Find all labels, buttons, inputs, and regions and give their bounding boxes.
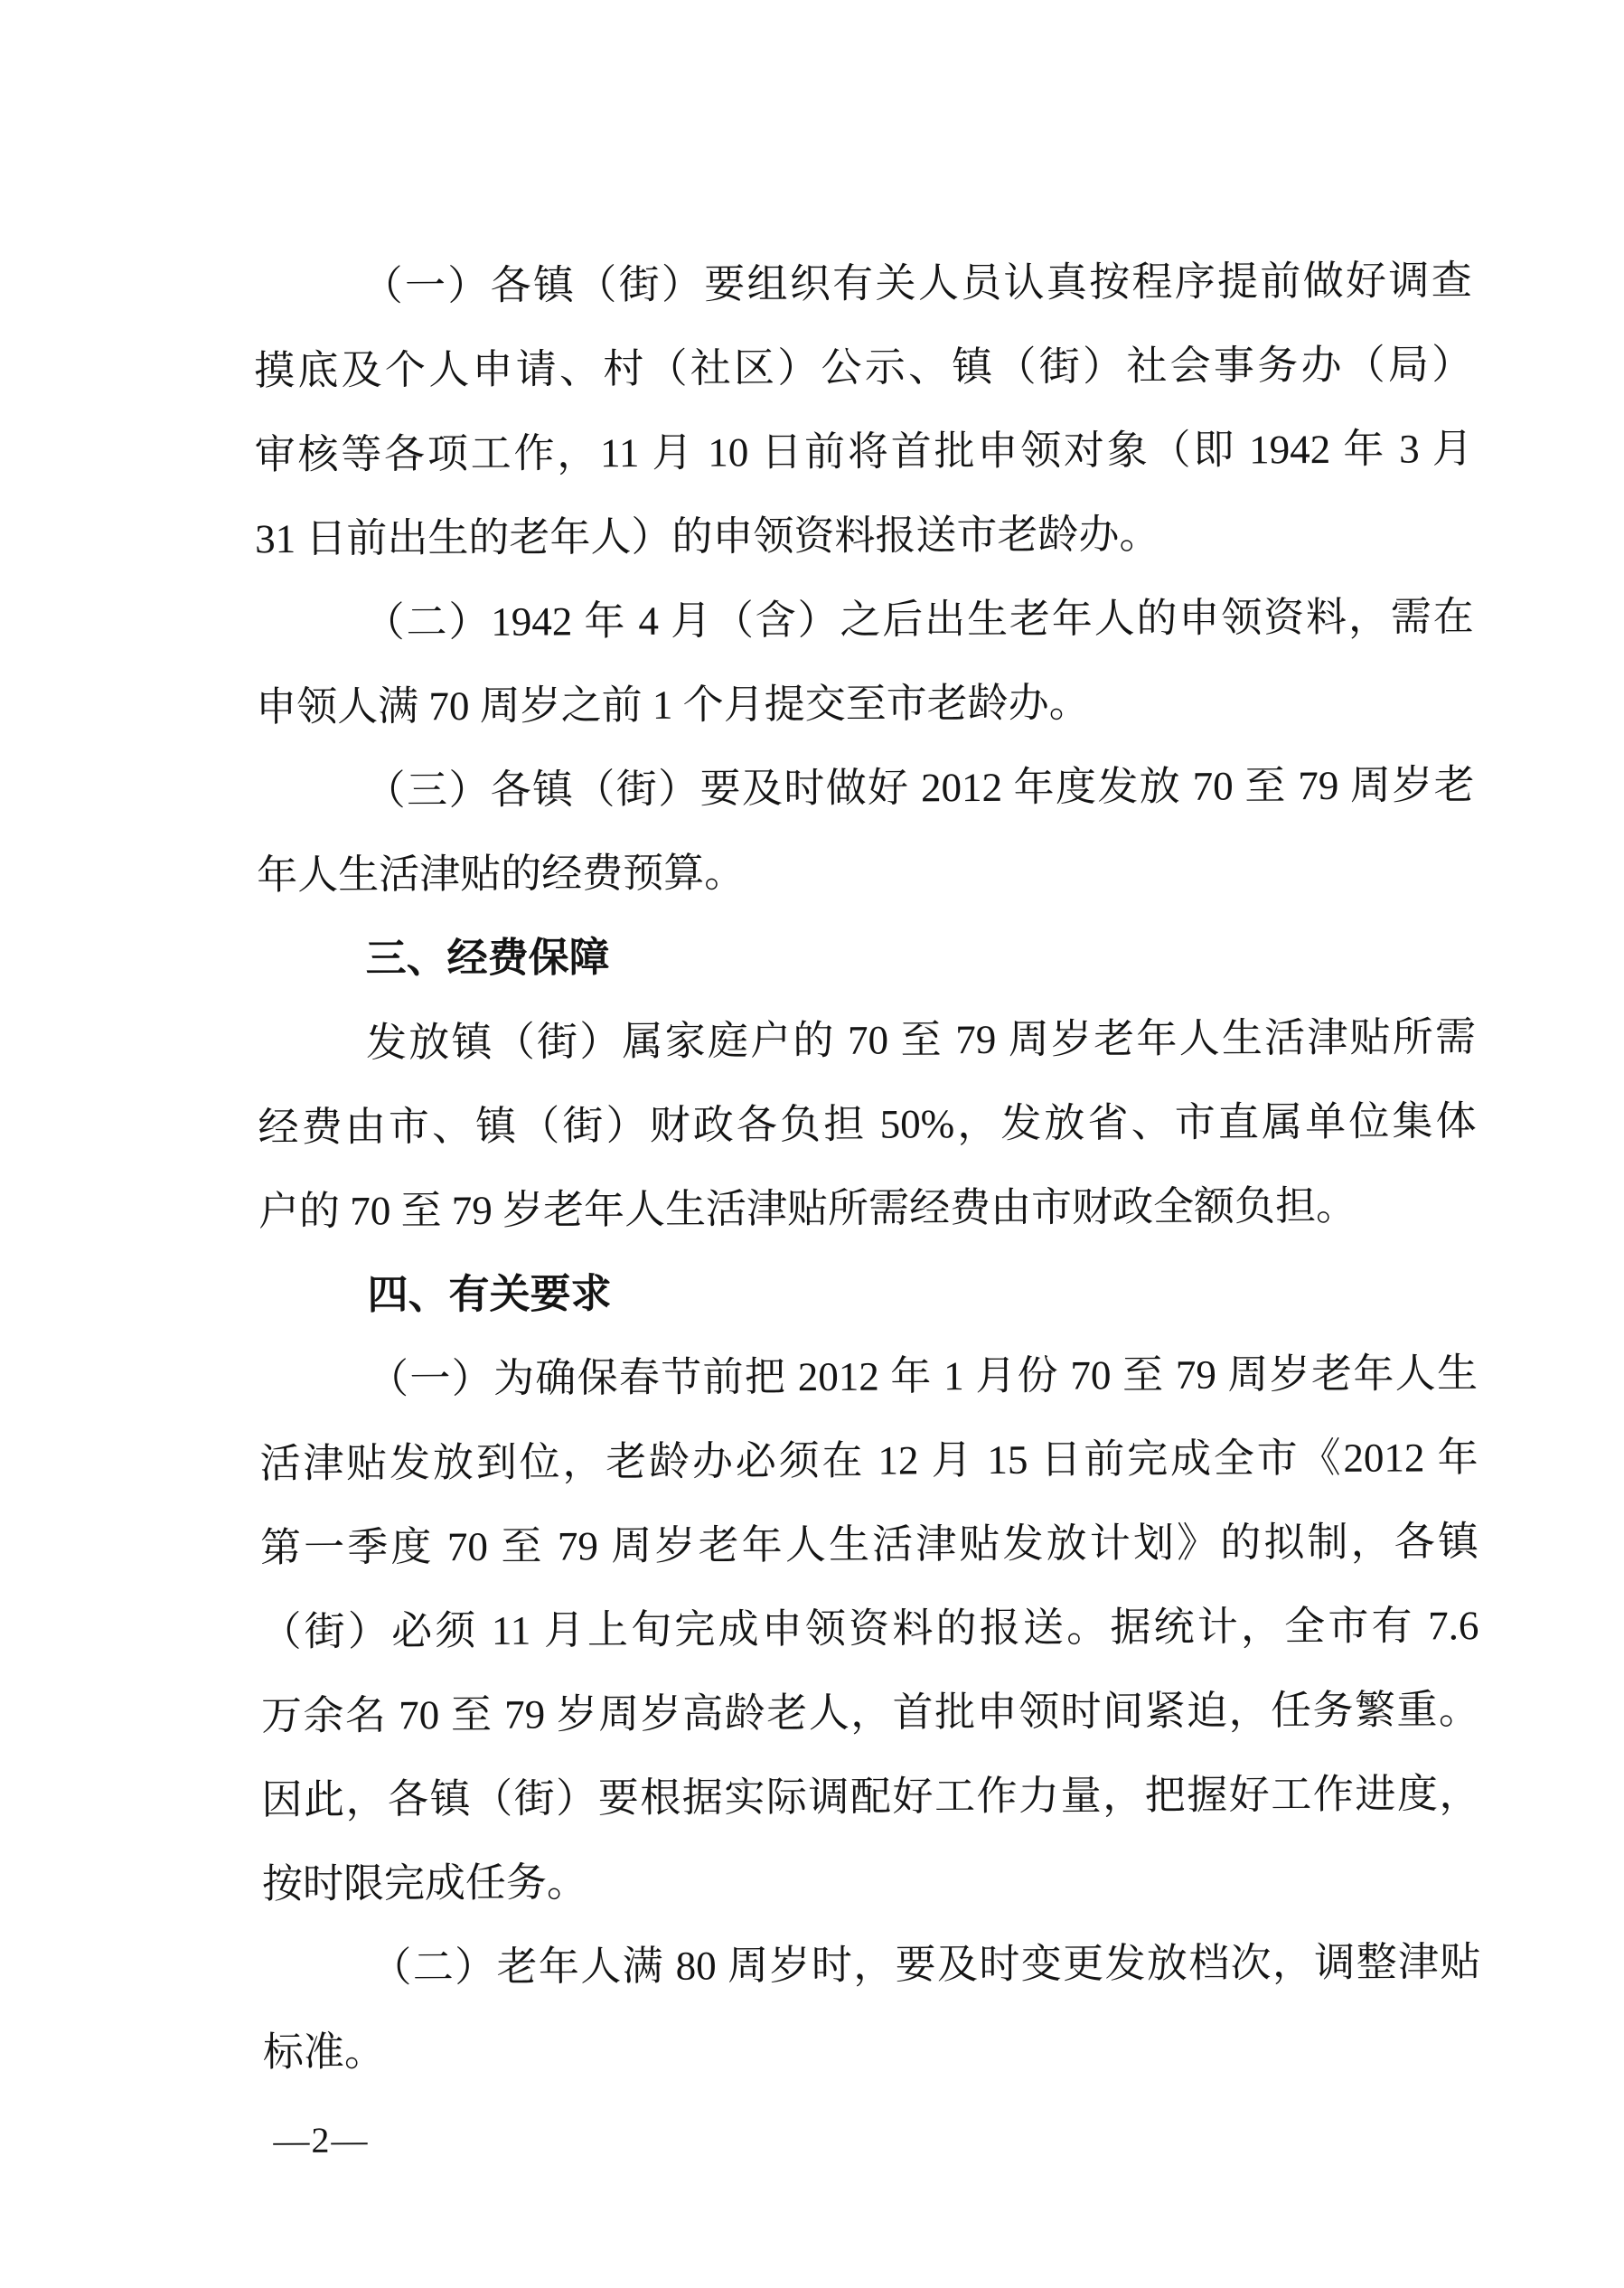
text-line: 户的 70 至 79 岁老年人生活津贴所需经费由市财政全额负担。 <box>258 1182 1357 1235</box>
text-line: （街）必须 11 月上旬完成申领资料的报送。据统计，全市有 7.6 <box>260 1603 1479 1655</box>
text-line: 申领人满 70 周岁之前 1 个月提交至市老龄办。 <box>256 680 1090 730</box>
text-line: （二）老年人满 80 周岁时，要及时变更发放档次，调整津贴 <box>371 1939 1481 1991</box>
text-line: 按时限完成任务。 <box>261 1860 588 1907</box>
text-line: 因此，各镇（街）要根据实际调配好工作力量，把握好工作进度， <box>261 1771 1480 1823</box>
section-heading-funding: 三、经费保障 <box>365 935 610 982</box>
text-line: 发放镇（街）属家庭户的 70 至 79 周岁老年人生活津贴所需 <box>365 1014 1477 1066</box>
text-line: 摸底及个人申请、村（社区）公示、镇（街）社会事务办（局） <box>254 342 1473 394</box>
document-body <box>253 239 1481 2095</box>
text-line: （一）为确保春节前把 2012 年 1 月份 70 至 79 周岁老年人生 <box>367 1351 1478 1402</box>
text-line: （二）1942 年 4 月（含）之后出生老年人的申领资料，需在 <box>363 594 1474 645</box>
text-line: 年人生活津贴的经费预算。 <box>256 850 746 899</box>
text-line: 第一季度 70 至 79 周岁老年人生活津贴发放计划》的拟制，各镇 <box>259 1519 1479 1571</box>
text-line: （一）各镇（街）要组织有关人员认真按程序提前做好调查 <box>361 258 1472 309</box>
text-line: 经费由市、镇（街）财政各负担 50%，发放省、市直属单位集体 <box>258 1098 1477 1151</box>
text-line: 审核等各项工作，11 月 10 日前将首批申领对象（即 1942 年 3 月 <box>254 426 1473 478</box>
text-line: （三）各镇（街）要及时做好 2012 年度发放 70 至 79 周岁老 <box>364 762 1475 814</box>
page-number: —2— <box>273 2119 370 2161</box>
text-line: 标准。 <box>262 2029 386 2076</box>
text-line: 万余名 70 至 79 岁周岁高龄老人，首批申领时间紧迫，任务繁重。 <box>260 1687 1480 1739</box>
text-line: 活津贴发放到位，老龄办必须在 12 月 15 日前完成全市《2012 年 <box>259 1435 1478 1487</box>
section-heading-requirements: 四、有关要求 <box>367 1271 612 1318</box>
text-line: 31 日前出生的老年人）的申领资料报送市老龄办。 <box>255 511 1160 562</box>
